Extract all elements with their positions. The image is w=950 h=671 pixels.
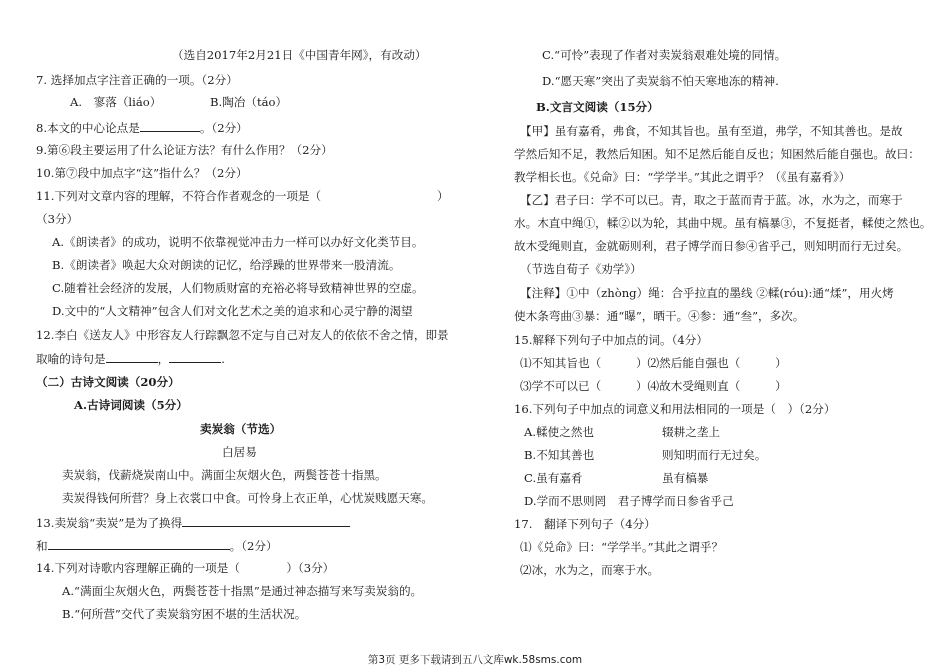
question-12-line2: [36, 351, 225, 367]
question-8: [36, 120, 248, 136]
passage-yi-line1: 【乙】君子曰：学不可以已。青，取之于蓝而青于蓝。冰，水为之，而寒于: [520, 193, 903, 207]
question-13: [36, 515, 350, 531]
q11-option-b: B.《朗读者》唤起大众对朗读的记忆，给浮躁的世界带来一股清流。: [52, 258, 401, 272]
q16-option-d: D.学而不思则罔 君子博学而日参省乎己: [524, 494, 734, 508]
q16-option-a-right: 辍耕之垄上: [662, 425, 720, 439]
passage-yi-line2: 水。木直中绳①，輮②以为轮，其曲中规。虽有槁暴③，不复挺者，輮使之然也。: [514, 216, 932, 230]
q8-score: 。（2分）: [199, 121, 248, 135]
page-footer: 第3页 更多下载请到五八文库wk.58sms.com: [367, 654, 583, 666]
poem-author: 白居易: [222, 445, 257, 459]
q12-answer-blank-2[interactable]: [169, 351, 221, 363]
passage-jia-line2: 学然后知不足，教然后知困。知不足然后能自反也；知困然后能自强也。故曰：: [514, 147, 920, 161]
passage-yi-line3: 故木受绳则直，金就砺则利，君子博学而日参④省乎己，则知明而行无过矣。: [514, 239, 909, 253]
q11-option-d: D.文中的“人文精神”包含人们对文化艺术之美的追求和心灵宁静的渴望: [52, 304, 413, 318]
q13-answer-blank-2[interactable]: [48, 538, 230, 550]
q14-option-d: D.“愿天寒”突出了卖炭翁不怕天寒地冻的精神.: [542, 74, 779, 88]
question-15: 15.解释下列句子中加点的词。（4分）: [514, 333, 708, 347]
q13-text: 13.卖炭翁“卖炭”是为了换得: [36, 516, 183, 530]
q7-option-a: A. 寥落（liáo）: [70, 95, 162, 109]
q12-comma: ，: [157, 352, 170, 366]
poem-line-2: 卖炭得钱何所营？身上衣裳口中食。可怜身上衣正单，心忧炭贱愿天寒。: [62, 491, 434, 505]
q16-option-b-right: 则知明而行无过矣。: [662, 448, 767, 462]
question-17: 17. 翻译下列句子（4分）: [514, 517, 656, 531]
question-14: 14.下列对诗歌内容理解正确的一项是（ ）（3分）: [36, 561, 335, 575]
article-source: （选自2017年2月21日《中国青年网》，有改动）: [172, 48, 427, 62]
section-b-heading: B.文言文阅读（15分）: [536, 100, 659, 114]
q8-text: 8.本文的中心论点是: [36, 121, 140, 135]
q15-items-3-4: ⑶学不可以已（ ）⑷故木受绳则直（ ）: [520, 379, 787, 393]
q11-option-a: A.《朗读者》的成功，说明不依靠视觉冲击力一样可以办好文化类节目。: [52, 235, 424, 249]
poem-line-1: 卖炭翁，伐薪烧炭南山中。满面尘灰烟火色，两鬓苍苍十指黑。: [62, 468, 387, 482]
passage-jia-line1: 【甲】虽有嘉肴，弗食，不知其旨也。虽有至道，弗学，不知其善也。是故: [520, 124, 903, 138]
q16-option-c-right: 虽有槁暴: [662, 471, 709, 485]
question-11: 11.下列对文章内容的理解，不符合作者观念的一项是（ ）: [36, 189, 449, 203]
q14-option-b: B.“何所营”交代了卖炭翁穷困不堪的生活状况。: [62, 607, 307, 621]
q14-option-a: A.“满面尘灰烟火色，两鬓苍苍十指黑”是通过神态描写来写卖炭翁的。: [62, 584, 423, 598]
q17-item-1: ⑴《兑命》曰：“学学半。”其此之谓乎？: [520, 540, 724, 554]
q13-and: 和: [36, 539, 48, 553]
q11-option-c: C.随着社会经济的发展，人们物质财富的充裕必将导致精神世界的空虚。: [52, 281, 424, 295]
q17-item-2: ⑵冰，水为之，而寒于水。: [520, 563, 660, 577]
q13-score: 。（2分）: [229, 539, 278, 553]
q14-option-c: C.“可怜”表现了作者对卖炭翁艰难处境的同情。: [542, 48, 787, 62]
question-10: 10.第⑦段中加点字“这”指什么？（2分）: [36, 166, 248, 180]
annotation-line2: 使木条弯曲③暴：通“曝”，晒干。④参：通“叁”，多次。: [514, 309, 805, 323]
section-2-heading: （二）古诗文阅读（20分）: [36, 375, 180, 389]
poem-title: 卖炭翁（节选）: [200, 422, 282, 436]
q12-period: .: [221, 352, 225, 366]
q16-option-c-left: C.虽有嘉肴: [524, 471, 583, 485]
annotation-line1: 【注释】①中（zhòng）绳：合乎拉直的墨线 ②輮(róu):通“煣”，用火烤: [520, 286, 894, 300]
q15-items-1-2: ⑴不知其旨也（ ）⑵然后能自强也（ ）: [520, 356, 787, 370]
passage-yi-source: （节选自荀子《劝学》）: [520, 262, 642, 276]
q16-option-a-left: A.輮使之然也: [524, 425, 595, 439]
question-12-line1: 12.李白《送友人》中形容友人行踪飘忽不定与自己对友人的依依不舍之情，即景: [36, 328, 449, 342]
q7-option-b: B.陶冶（táo）: [210, 95, 288, 109]
question-16: 16.下列句子中加点的词意义和用法相同的一项是（ ）（2分）: [514, 402, 836, 416]
q16-option-b-left: B.不知其善也: [524, 448, 595, 462]
q12-answer-blank-1[interactable]: [106, 351, 158, 363]
question-13-line2: [36, 538, 278, 554]
section-a-heading: A.古诗词阅读（5分）: [74, 398, 188, 412]
passage-jia-line3: 教学相长也。《兑命》曰：“学学半。”其此之谓乎？（《虽有嘉肴》）: [514, 170, 851, 184]
q8-answer-blank[interactable]: [140, 120, 200, 132]
question-11-score: （3分）: [36, 212, 79, 226]
question-7: 7. 选择加点字注音正确的一项。（2分）: [36, 73, 238, 87]
question-9: 9.第⑥段主要运用了什么论证方法？有什么作用？（2分）: [36, 143, 333, 157]
q12-text: 取喻的诗句是: [36, 352, 106, 366]
q13-answer-blank-1[interactable]: [182, 515, 350, 527]
